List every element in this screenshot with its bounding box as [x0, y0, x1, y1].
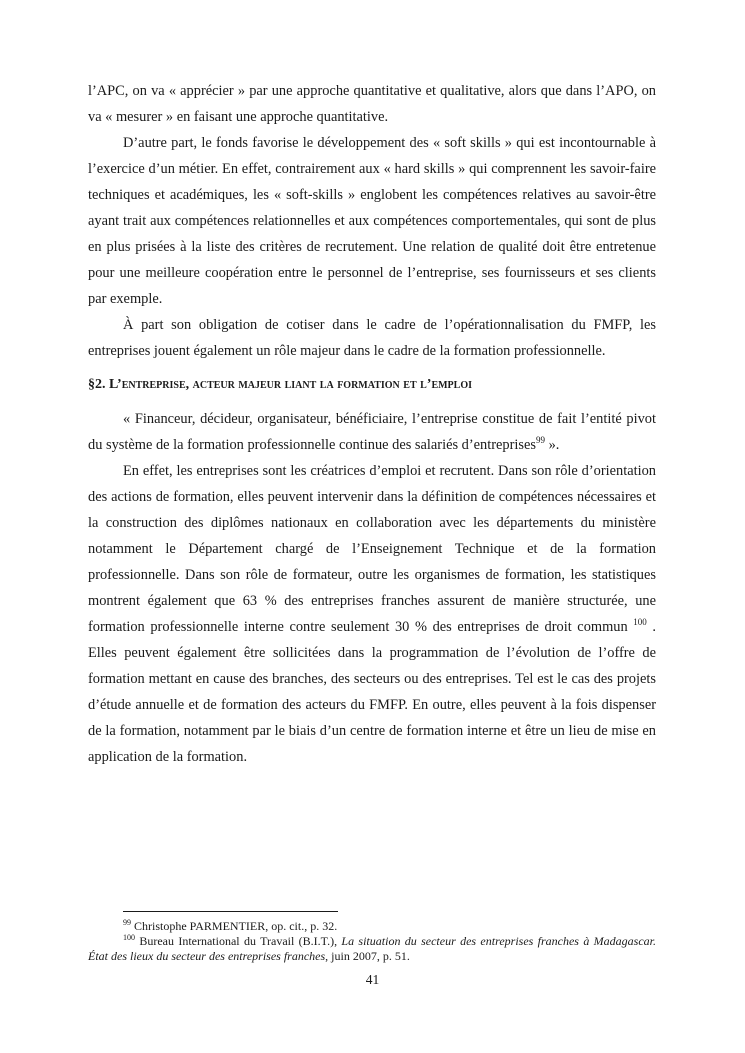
footnote-text: Bureau International du Travail (B.I.T.), [135, 934, 342, 948]
footnote-99 [88, 919, 656, 934]
quote-end: ». [544, 437, 560, 453]
quote-text: « Financeur, décideur, organisateur, bénéficiaire, l’entreprise constitue de fait l’entité pivot du système de la formation professionnelle continue des salariés d’entreprises [88, 411, 656, 453]
footnote-divider [123, 911, 338, 912]
page-number: 41 [365, 972, 380, 987]
paragraph-soft-skills: D’autre part, le fonds favorise le développement des « soft skills » qui est incontournable à l’exercice d’un métier. En effet, contrairement aux « hard skills » qui comprennent les savoir-faire techniques et académiques, les « soft-skills » englobent les compétences relatives au savoir-être ayant trait aux compétences relationnelles et aux compétences comportementales, qui sont de plus en plus prisées à la liste des critères de recrutement. Une relation de qualité doit être entretenue pour une meilleure coopération entre le personnel de l’entreprise, ses fournisseurs et ses clients par exemple. [88, 135, 656, 307]
paragraph-employers [88, 458, 656, 770]
section-heading-number: §2. L’ [88, 377, 122, 392]
employers-text-a: En effet, les entreprises sont les créatrices d’emploi et recrutent. Dans son rôle d’orientation des actions de formation, elles peuvent intervenir dans la définition de compétences nécessaires et la construction des diplômes nationaux en collaboration avec les départements du ministère notamment le Département chargé de l’Enseignement Technique et de la formation professionnelle. Dans son rôle de formateur, outre les organismes de formation, les statistiques montrent également que 63 % des entreprises franches assurent de manière structurée, une formation professionnelle interne contre seulement 30 % des entreprises de droit commun [88, 463, 656, 635]
footnotes [88, 911, 656, 964]
footnote-text-end: , juin 2007, p. 51. [325, 949, 410, 963]
document-body [88, 78, 656, 770]
section-heading [88, 372, 656, 398]
section-heading-title: entreprise, acteur majeur liant la formation et l’emploi [121, 377, 473, 392]
paragraph-fmfp-role: À part son obligation de cotiser dans le cadre de l’opérationnalisation du FMFP, les entreprises jouent également un rôle majeur dans le cadre de la formation professionnelle. [88, 317, 656, 359]
employers-text-b: . Elles peuvent également être sollicitées dans la programmation de l’évolution de l’offre de formation mettant en cause des branches, des secteurs ou des entreprises. Tel est le cas des projets d’étude annuelle et de formation des acteurs du FMFP. En outre, elles peuvent à la fois dispenser de la formation, notamment par le biais d’un centre de formation interne et être un lieu de mise en application de la formation. [88, 619, 656, 765]
footnote-number: 99 [123, 918, 131, 927]
footnote-ref-100[interactable]: 100 [633, 617, 647, 627]
paragraph-apc-apo: l’APC, on va « apprécier » par une approche quantitative et qualitative, alors que dans l’APO, on va « mesurer » en faisant une approche quantitative. [88, 83, 656, 125]
paragraph-quote [88, 406, 656, 458]
footnote-text: Christophe PARMENTIER, op. cit., p. 32. [131, 919, 338, 933]
footnote-number: 100 [123, 933, 135, 942]
footnote-title: La situation du secteur des entreprises franches à Madagascar. État des lieux du secteur des entreprises franches [88, 934, 656, 963]
footnote-ref-99[interactable]: 99 [535, 435, 545, 445]
footnote-100 [88, 934, 656, 964]
